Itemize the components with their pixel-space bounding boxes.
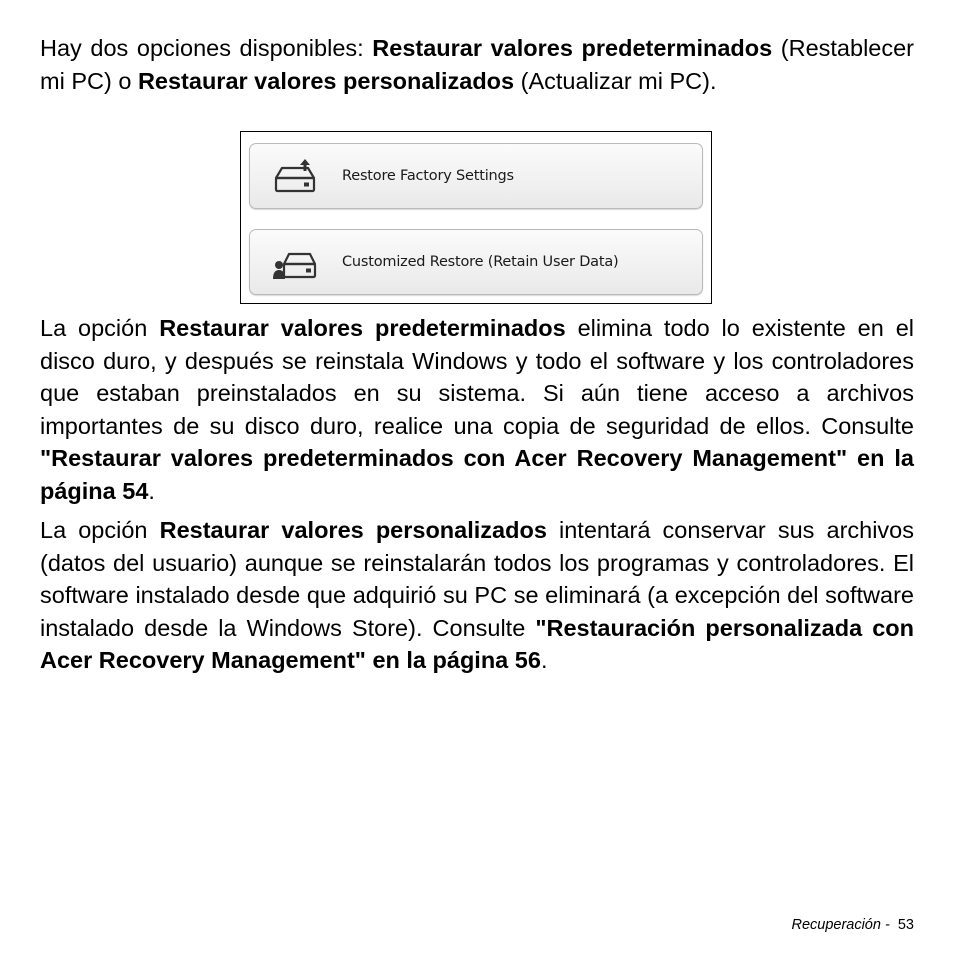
drive-upload-icon [270, 156, 320, 196]
body-text: La opción [40, 315, 160, 341]
custom-option-name: Restaurar valores personalizados [137, 67, 515, 94]
body-text: . [148, 477, 155, 504]
customized-restore-button[interactable] [249, 229, 703, 295]
custom-restore-cross-reference[interactable]: "Restauración personalizada con Acer Recovery Management" en la página 56 [40, 614, 914, 674]
restore-factory-settings-button[interactable] [249, 143, 703, 209]
custom-option-name: Restaurar valores personalizados [159, 517, 547, 543]
factory-option-name: Restaurar valores predeterminados [159, 315, 566, 341]
custom-restore-paragraph [40, 514, 914, 677]
intro-text: (Actualizar mi PC). [514, 67, 717, 94]
body-text: elimina todo lo existente en el disco duro, y después se reinstala Windows y todo el software y los controladores que estaban preinstalados en su sistema. Si aún tiene acceso a archivos importantes de su disco duro, realice una copia de seguridad de ellos. Consulte [40, 315, 915, 439]
body-text: intentará conservar sus archivos (datos del usuario) aunque se reinstalarán todos los programas y controladores. El software instalado desde que adquirió su PC se eliminará (a excepción del software instalado desde la Windows Store). Consulte [40, 517, 915, 641]
factory-restore-cross-reference[interactable]: "Restaurar valores predeterminados con Acer Recovery Management" en la página 54 [40, 445, 914, 504]
option-label: Customized Restore (Retain User Data) [342, 254, 619, 270]
body-text: . [540, 647, 548, 674]
factory-restore-paragraph [40, 312, 914, 508]
factory-option-name: Restaurar valores predeterminados [372, 35, 773, 61]
page-number: 53 [897, 917, 914, 933]
intro-paragraph [40, 32, 914, 97]
footer-section-title: Recuperación - [791, 917, 898, 933]
intro-text: (Restablecer mi PC) o [40, 35, 915, 94]
user-drive-icon [270, 242, 320, 282]
body-text: La opción [40, 517, 160, 543]
intro-text: Hay dos opciones disponibles: [40, 35, 373, 61]
page-footer [791, 917, 914, 933]
recovery-options-screenshot [240, 131, 712, 304]
option-label: Restore Factory Settings [342, 168, 514, 184]
